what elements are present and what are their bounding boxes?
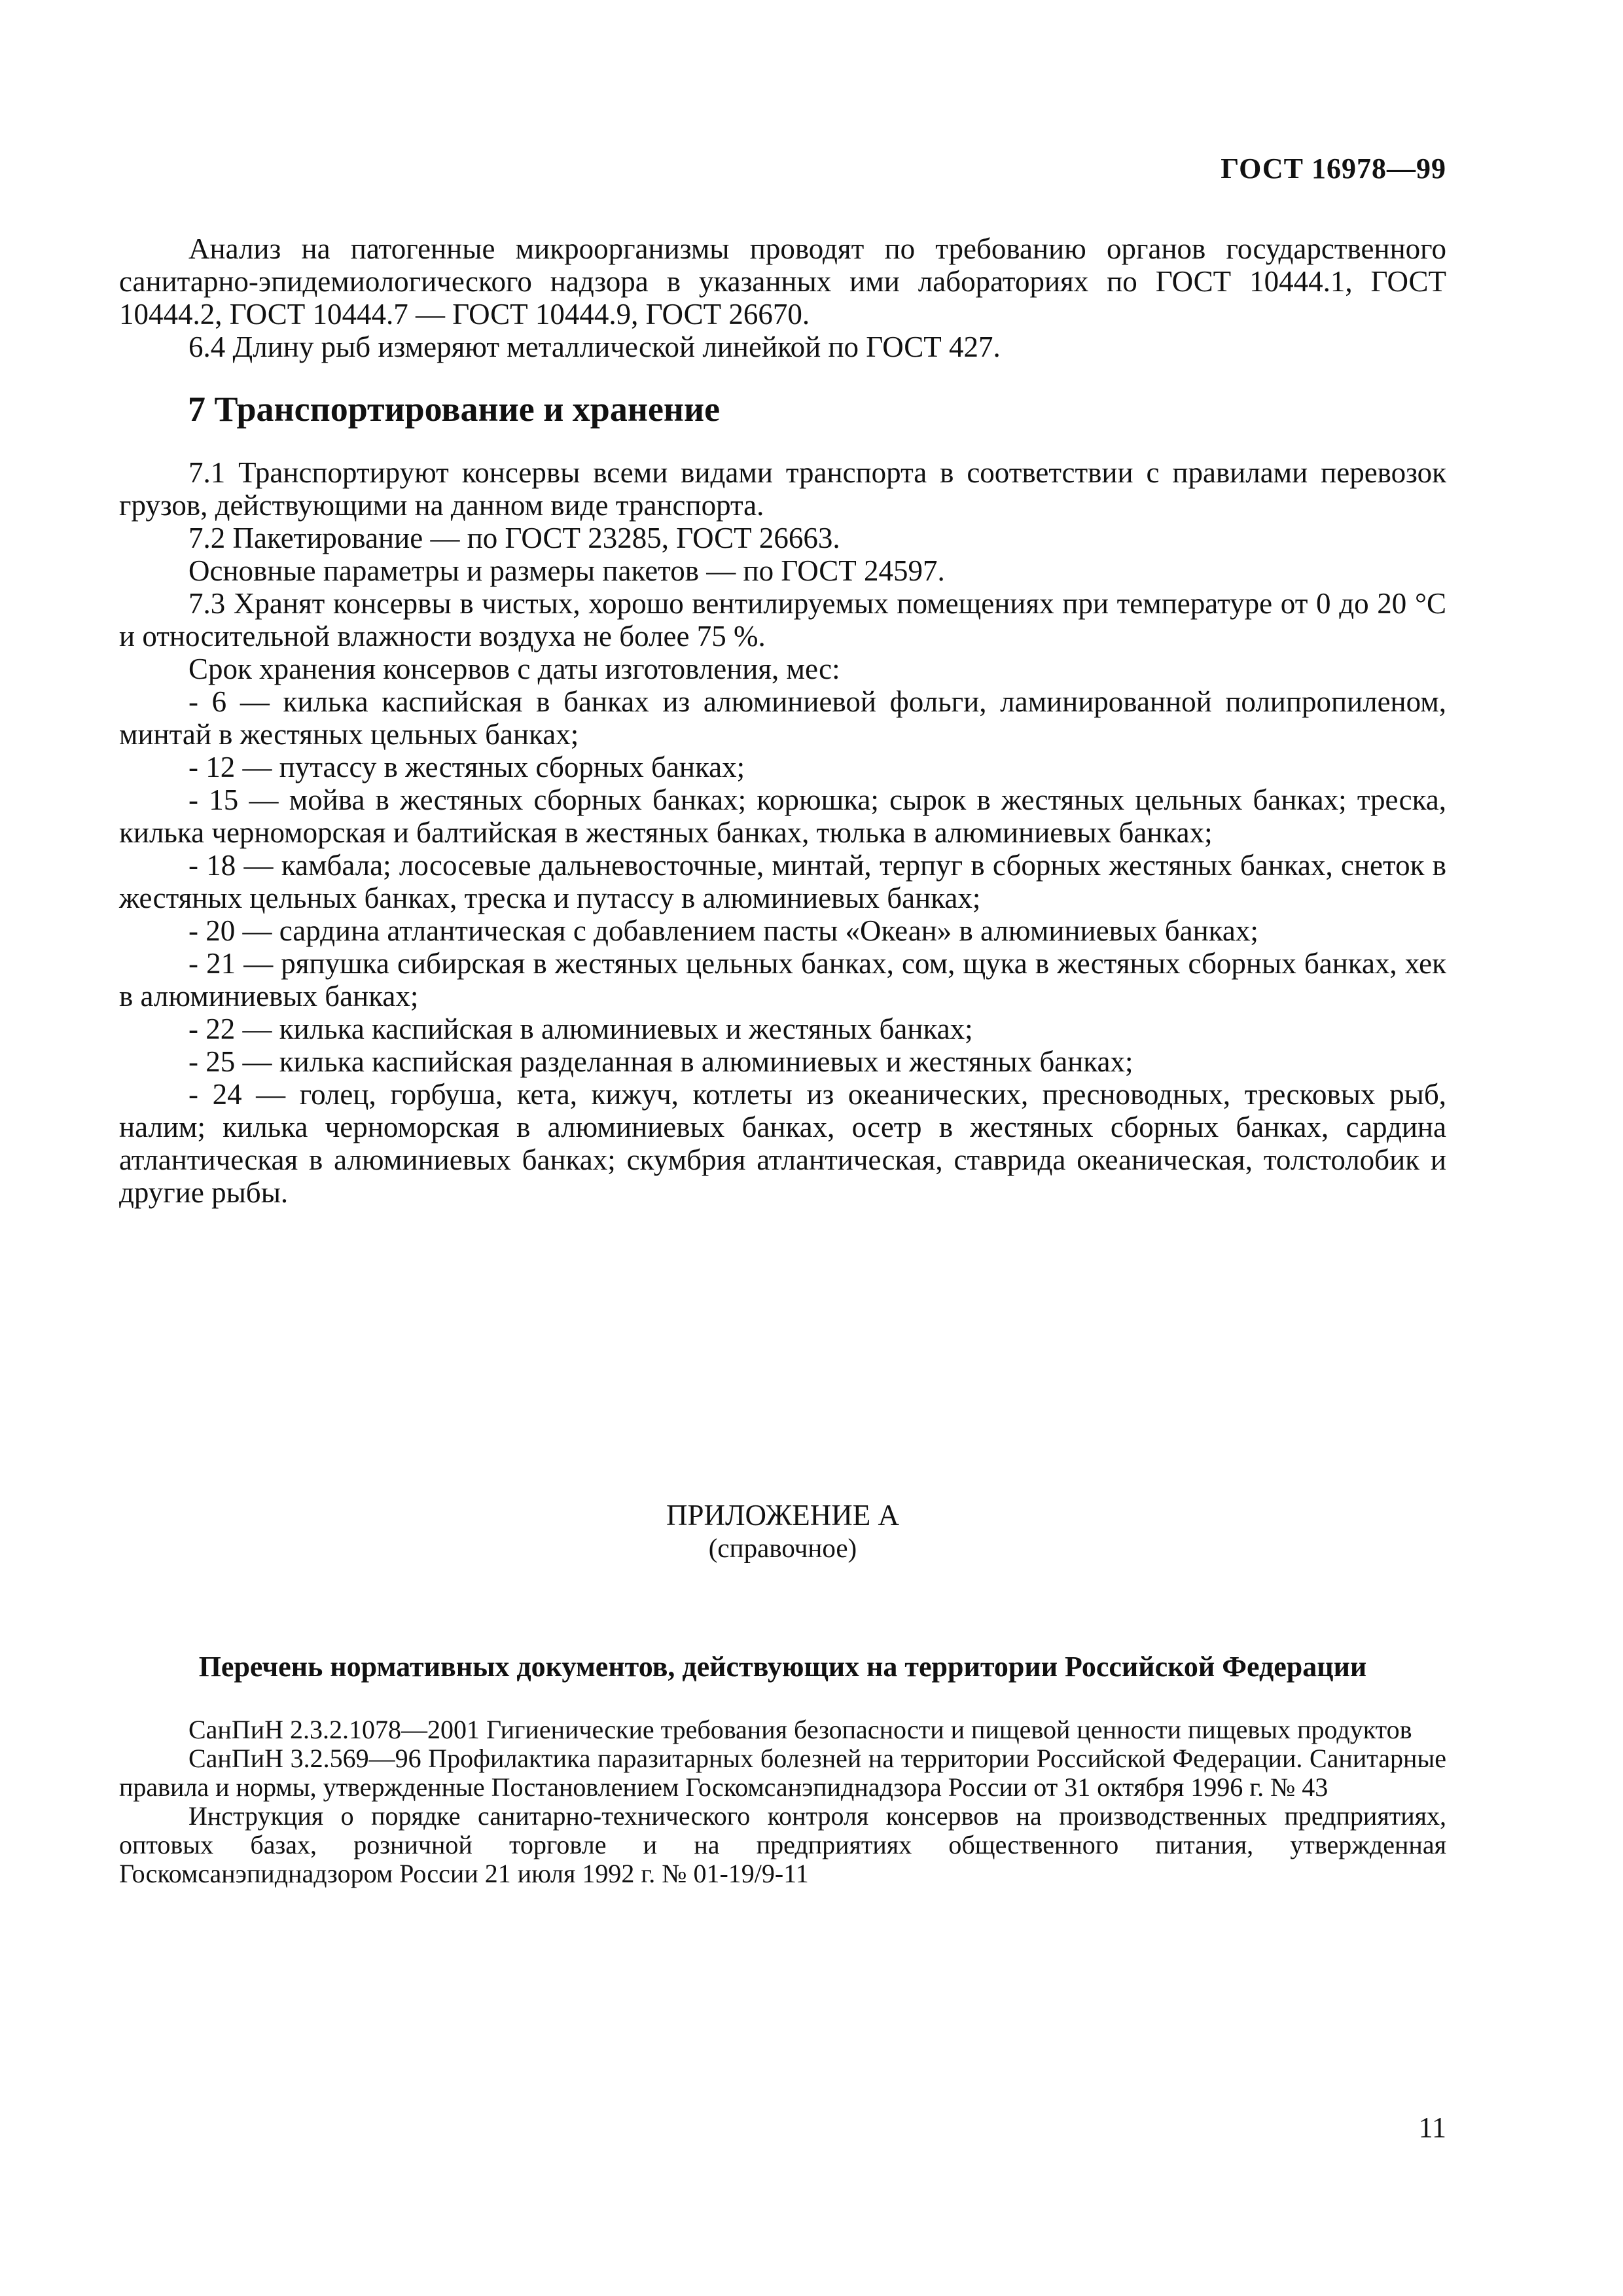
page-number: 11 (1418, 2111, 1446, 2144)
paragraph-7-1: 7.1 Транспортируют консервы всеми видами транспорта в соответствии с правилами перевозок грузов, действующими на данном виде транспорта. (119, 456, 1446, 522)
references-list (119, 1715, 1446, 1888)
paragraph-6-4: 6.4 Длину рыб измеряют металлической линейкой по ГОСТ 427. (188, 331, 1001, 363)
paragraph-packages: Основные параметры и размеры пакетов — по ГОСТ 24597. (188, 554, 945, 587)
paragraph-pathogen-analysis: Анализ на патогенные микроорганизмы проводят по требованию органов государственного санитарно-эпидемиологического надзора в указанных ими лабораториях по ГОСТ 10444.1, ГОСТ 10444.2, ГОСТ 10444.7 — ГОСТ 10444.9, ГОСТ 26670. (119, 232, 1446, 331)
paragraph-7-2: 7.2 Пакетирование — по ГОСТ 23285, ГОСТ 26663. (188, 522, 840, 554)
list-item-shelf-24: - 24 — голец, горбуша, кета, кижуч, котлеты из океанических, пресноводных, тресковых рыб, налим; килька черноморская в алюминиевых банках, осетр в жестяных сборных банках, сардина атлантическая в алюминиевых банках; скумбрия атлантическая, ставрида океаническая, толстолобик и другие рыбы. (119, 1078, 1446, 1209)
document-id: ГОСТ 16978—99 (1221, 152, 1446, 185)
list-item-shelf-25: - 25 — килька каспийская разделанная в алюминиевых и жестяных банках; (188, 1045, 1133, 1078)
reference-instruction: Инструкция о порядке санитарно-технического контроля консервов на производственных предприятиях, оптовых базах, розничной торговле и на предприятиях общественного питания, утвержденная Госкомсанэпиднадзором России 21 июля 1992 г. № 01-19/9-11 (119, 1801, 1446, 1888)
list-item-shelf-22: - 22 — килька каспийская в алюминиевых и жестяных банках; (188, 1013, 973, 1045)
list-item-shelf-6: - 6 — килька каспийская в банках из алюминиевой фольги, ламинированной полипропиленом, минтай в жестяных цельных банках; (119, 685, 1446, 751)
list-item-shelf-20: - 20 — сардина атлантическая с добавлением пасты «Океан» в алюминиевых банках; (188, 914, 1258, 947)
appendix-heading: Перечень нормативных документов, действующих на территории Российской Федерации (198, 1651, 1367, 1683)
list-item-shelf-15: - 15 — мойва в жестяных сборных банках; корюшка; сырок в жестяных цельных банках; треска, килька черноморская и балтийская в жестяных банках, тюлька в алюминиевых банках; (119, 783, 1446, 849)
list-item-shelf-12: - 12 — путассу в жестяных сборных банках; (188, 751, 745, 783)
paragraph-shelf-life-intro: Срок хранения консервов с даты изготовления, мес: (188, 653, 840, 685)
section-7-title: 7 Транспортирование и хранение (188, 389, 721, 429)
list-item-shelf-18: - 18 — камбала; лососевые дальневосточные, минтай, терпуг в сборных жестяных банках, снеток в жестяных цельных банках, треска и путассу в алюминиевых банках; (119, 849, 1446, 914)
appendix-title: ПРИЛОЖЕНИЕ А (666, 1499, 899, 1532)
paragraph-7-3: 7.3 Хранят консервы в чистых, хорошо вентилируемых помещениях при температуре от 0 до 20 °С и относительной влажности воздуха не более 75 %. (119, 587, 1446, 653)
reference-sanpin-3-2-569: СанПиН 3.2.569—96 Профилактика паразитарных болезней на территории Российской Федерации. Санитарные правила и нормы, утвержденные Постановлением Госкомсанэпиднадзора России от 31 октября 1996 г. № 43 (119, 1744, 1446, 1802)
reference-sanpin-2-3-2: СанПиН 2.3.2.1078—2001 Гигиенические требования безопасности и пищевой ценности пищевых продуктов (188, 1715, 1412, 1744)
appendix-subtitle: (справочное) (708, 1533, 857, 1563)
main-content (119, 232, 1446, 1209)
list-item-shelf-21: - 21 — ряпушка сибирская в жестяных цельных банках, сом, щука в жестяных сборных банках, хек в алюминиевых банках; (119, 947, 1446, 1013)
